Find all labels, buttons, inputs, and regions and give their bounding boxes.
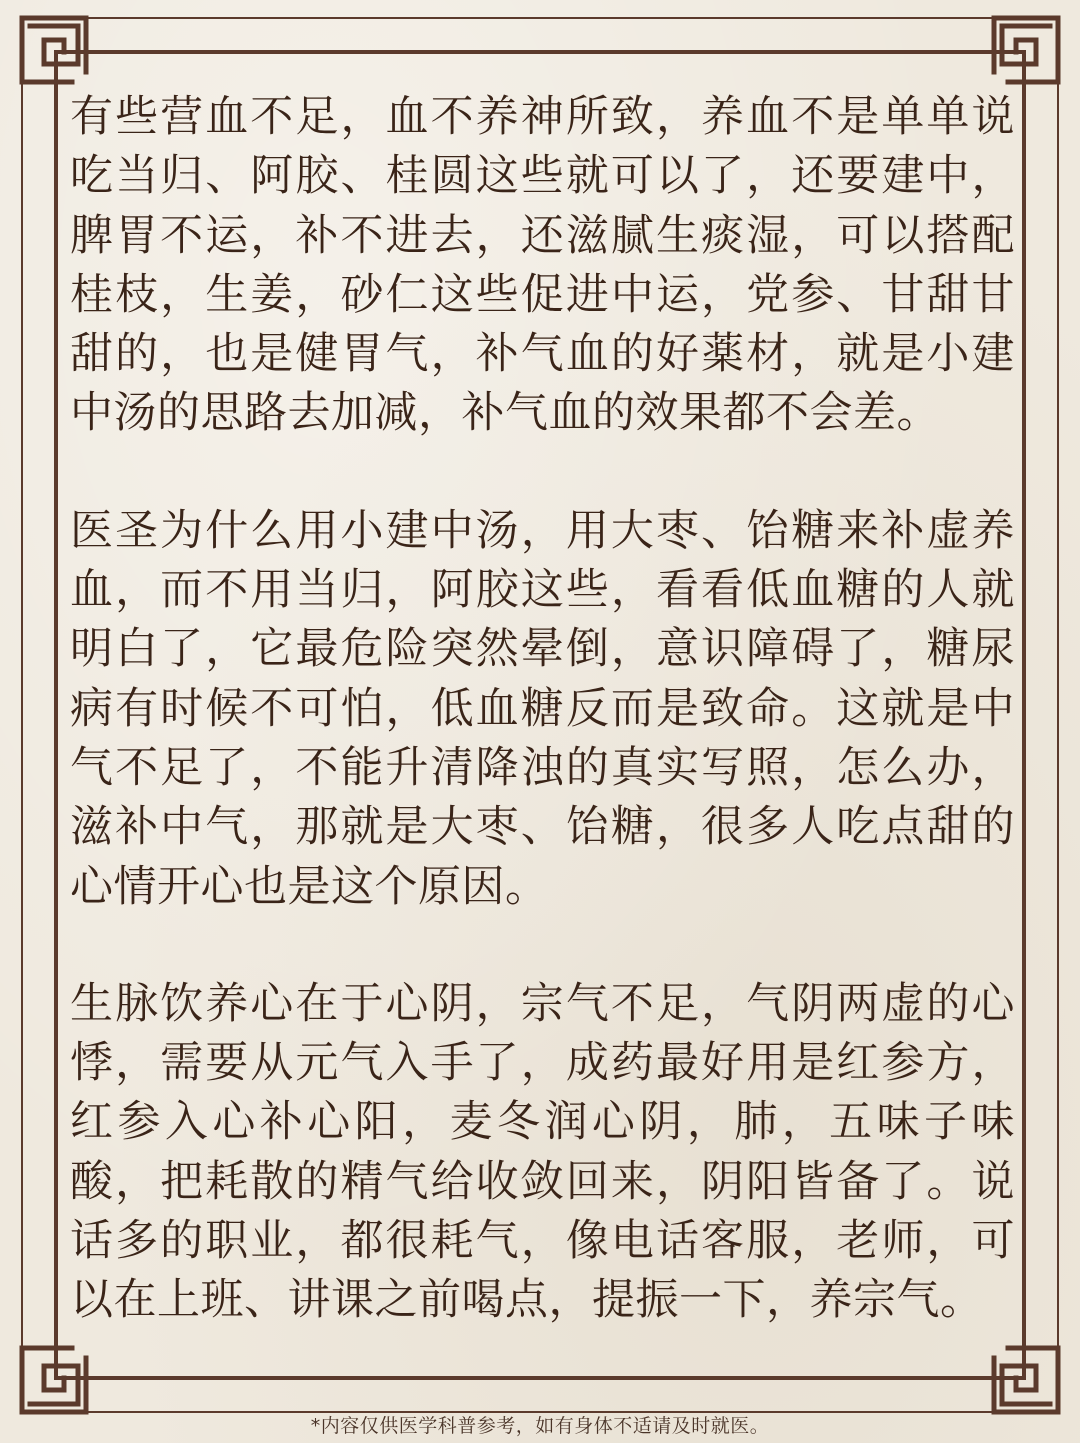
paragraph-1: 有些营血不足，血不养神所致，养血不是单单说吃当归、阿胶、桂圆这些就可以了，还要建中，脾胃不运，补不进去，还滋腻生痰湿，可以搭配桂枝，生姜，砂仁这些促进中运，党参、甘甜甘甜的，也是健胃气，补气血的好薬材，就是小建中汤的思路去加减，补气血的效果都不会差。: [70, 92, 1015, 439]
paragraph-3: 生脉饮养心在于心阴，宗气不足，气阴两虚的心悸，需要从元气入手了，成药最好用是红参方，红参入心补心阳，麦冬润心阴，肺，五味子味酸，把耗散的精气给收敛回来，阴阳皆备了。说话多的职业，都很耗气，像电话客服，老师，可以在上班、讲课之前喝点，提振一下，养宗气。: [70, 978, 1015, 1326]
article-body: [70, 88, 1015, 1331]
disclaimer-text: *内容仅供医学科普参考，如有身体不适请及时就医。: [310, 1415, 770, 1437]
paragraph-2: 医圣为什么用小建中汤，用大枣、饴糖来补虚养血，而不用当归，阿胶这些，看看低血糖的人就明白了，它最危险突然晕倒，意识障碍了，糖尿病有时候不可怕，低血糖反而是致命。这就是中气不足了，不能升清降浊的真实写照，怎么办，滋补中气，那就是大枣、饴糖，很多人吃点甜的心情开心也是这个原因。: [70, 505, 1015, 912]
